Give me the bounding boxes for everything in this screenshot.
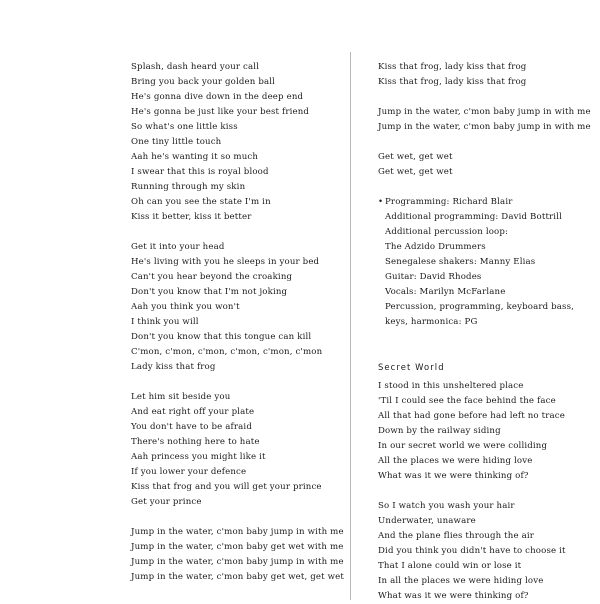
lyric-line: In our secret world we were colliding bbox=[378, 441, 548, 451]
lyric-line: He's gonna be just like your best friend bbox=[131, 107, 310, 117]
lyric-line: Don't you know that I'm not joking bbox=[131, 287, 288, 297]
lyric-line: Let him sit beside you bbox=[131, 392, 231, 402]
lyric-line: He's living with you he sleeps in your bed bbox=[131, 257, 320, 267]
lyric-line: So what's one little kiss bbox=[131, 122, 238, 132]
stanza bbox=[378, 60, 596, 90]
lyric-line: Splash, dash heard your call bbox=[131, 62, 260, 72]
lyric-line: Underwater, unaware bbox=[378, 516, 476, 526]
lyric-line: You don't have to be afraid bbox=[131, 422, 252, 432]
lyric-line: I stood in this unsheltered place bbox=[378, 381, 524, 391]
stanza-gap bbox=[378, 90, 596, 105]
lyric-line: Get it into your head bbox=[131, 242, 225, 252]
lyric-line: Don't you know that this tongue can kill bbox=[131, 332, 312, 342]
lyric-line: And eat right off your plate bbox=[131, 407, 255, 417]
stanza-gap bbox=[378, 135, 596, 150]
lyric-line: Running through my skin bbox=[131, 182, 246, 192]
stanza bbox=[131, 240, 341, 375]
credit-line: The Adzido Drummers bbox=[385, 242, 486, 252]
lyric-line: What was it we were thinking of? bbox=[378, 591, 529, 601]
lyric-line: One tiny little touch bbox=[131, 137, 222, 147]
credit-text: Programming: Richard Blair bbox=[385, 197, 513, 207]
lyric-line: I swear that this is royal blood bbox=[131, 167, 269, 177]
stanza-gap bbox=[131, 375, 341, 390]
stanza bbox=[131, 60, 341, 225]
lyric-line: Aah princess you might like it bbox=[131, 452, 266, 462]
song-section bbox=[378, 360, 596, 604]
lyric-line: All the places we were hiding love bbox=[378, 456, 533, 466]
lyric-line: What was it we were thinking of? bbox=[378, 471, 529, 481]
lyric-line: And the plane flies through the air bbox=[378, 531, 535, 541]
credit-line: Percussion, programming, keyboard bass, bbox=[385, 302, 575, 312]
lyric-line: Aah he's wanting it so much bbox=[131, 152, 259, 162]
lyric-line: C'mon, c'mon, c'mon, c'mon, c'mon, c'mon bbox=[131, 347, 323, 357]
lyric-line: Kiss it better, kiss it better bbox=[131, 212, 252, 222]
lyric-line: Kiss that frog, lady kiss that frog bbox=[378, 62, 527, 72]
lyric-line: If you lower your defence bbox=[131, 467, 247, 477]
lyric-line: Jump in the water, c'mon baby jump in with me bbox=[131, 557, 344, 567]
lyric-line: Get wet, get wet bbox=[378, 167, 453, 177]
lyric-line: 'Til I could see the face behind the face bbox=[378, 396, 556, 406]
lyric-line: Get your prince bbox=[131, 497, 202, 507]
credit-line: keys, harmonica: PG bbox=[385, 317, 478, 327]
credit-line: Senegalese shakers: Manny Elias bbox=[385, 257, 536, 267]
stanza-gap bbox=[131, 510, 341, 525]
stanza-gap bbox=[131, 225, 341, 240]
lyric-line: That I alone could win or lose it bbox=[378, 561, 522, 571]
lyric-line: There's nothing here to hate bbox=[131, 437, 260, 447]
lyric-line: Kiss that frog, lady kiss that frog bbox=[378, 77, 527, 87]
stanza bbox=[378, 150, 596, 180]
lyric-line: So I watch you wash your hair bbox=[378, 501, 515, 511]
lyric-line: Jump in the water, c'mon baby jump in with me bbox=[378, 122, 591, 132]
lyric-line: I think you will bbox=[131, 317, 199, 327]
credit-line: Additional programming: David Bottrill bbox=[385, 212, 562, 222]
lyric-line: Did you think you didn't have to choose it bbox=[378, 546, 566, 556]
credits-block bbox=[378, 195, 596, 330]
stanza bbox=[378, 499, 596, 604]
stanza-gap bbox=[378, 180, 596, 195]
stanza-gap bbox=[378, 484, 596, 499]
lyric-line: Oh can you see the state I'm in bbox=[131, 197, 271, 207]
lyric-line: Jump in the water, c'mon baby jump in with me bbox=[378, 107, 591, 117]
lyric-line: Bring you back your golden ball bbox=[131, 77, 276, 87]
credit-line: Additional percussion loop: bbox=[385, 227, 509, 237]
stanza bbox=[378, 379, 596, 484]
lyric-line: Kiss that frog and you will get your prince bbox=[131, 482, 322, 492]
bullet-icon: • bbox=[378, 197, 384, 207]
lyric-line: Down by the railway siding bbox=[378, 426, 501, 436]
lyric-line: Jump in the water, c'mon baby get wet, get wet bbox=[131, 572, 345, 582]
stanza bbox=[131, 525, 345, 585]
stanza bbox=[378, 105, 596, 135]
stanza bbox=[131, 390, 341, 510]
lyric-line: Aah you think you won't bbox=[131, 302, 240, 312]
credit-line: Vocals: Marilyn McFarlane bbox=[385, 287, 506, 297]
right-column bbox=[378, 60, 596, 604]
lyric-line: All that had gone before had left no trace bbox=[378, 411, 565, 421]
song-title: Secret World bbox=[378, 362, 445, 372]
lyric-line: Lady kiss that frog bbox=[131, 362, 216, 372]
credit-line bbox=[378, 195, 596, 210]
column-divider bbox=[350, 52, 351, 600]
lyric-line: Get wet, get wet bbox=[378, 152, 453, 162]
credit-line: Guitar: David Rhodes bbox=[385, 272, 482, 282]
lyric-line: Can't you hear beyond the croaking bbox=[131, 272, 293, 282]
section-gap bbox=[378, 330, 596, 360]
lyric-line: Jump in the water, c'mon baby jump in with me bbox=[131, 527, 344, 537]
lyric-line: In all the places we were hiding love bbox=[378, 576, 544, 586]
lyric-line: He's gonna dive down in the deep end bbox=[131, 92, 304, 102]
lyric-line: Jump in the water, c'mon baby get wet with me bbox=[131, 542, 344, 552]
left-column bbox=[131, 60, 345, 585]
